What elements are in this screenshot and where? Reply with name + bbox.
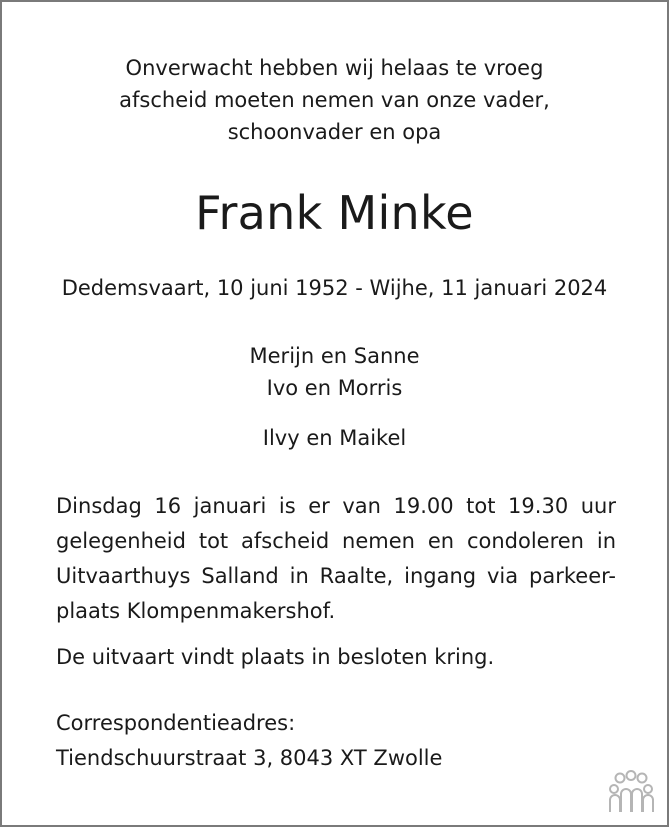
correspondence-block (56, 706, 616, 776)
birth-death-dates: Dedemsvaart, 10 juni 1952 - Wijhe, 11 januari 2024 (61, 276, 608, 300)
deceased-name: Frank Minke (195, 186, 474, 240)
correspondence-address: Tiendschuurstraat 3, 8043 XT Zwolle (56, 746, 443, 770)
condolence-paragraph (56, 489, 616, 629)
intro-line: afscheid moeten nemen van onze vader, (119, 88, 550, 112)
family-list (0, 340, 669, 454)
people-group-icon (606, 770, 656, 814)
family-line: Merijn en Sanne (249, 344, 420, 368)
intro-line: Onverwacht hebben wij helaas te vroeg (125, 56, 544, 80)
paragraph-line: plaats Klompenmakershof. (56, 599, 336, 623)
intro-line: schoonvader en opa (227, 120, 442, 144)
paragraph-line: Uitvaarthuys Salland in Raalte, ingang via parkeer- (56, 564, 616, 588)
paragraph-line: Dinsdag 16 januari is er van 19.00 tot 19.30 uur (56, 494, 616, 518)
family-line: Ivo en Morris (266, 376, 403, 400)
family-line: Ilvy en Maikel (262, 426, 407, 450)
paragraph-line: De uitvaart vindt plaats in besloten kring. (56, 645, 495, 669)
funeral-note (56, 640, 616, 675)
paragraph-line: gelegenheid tot afscheid nemen en condoleren in (56, 529, 616, 553)
intro-text (0, 52, 669, 148)
correspondence-label: Correspondentieadres: (56, 711, 296, 735)
